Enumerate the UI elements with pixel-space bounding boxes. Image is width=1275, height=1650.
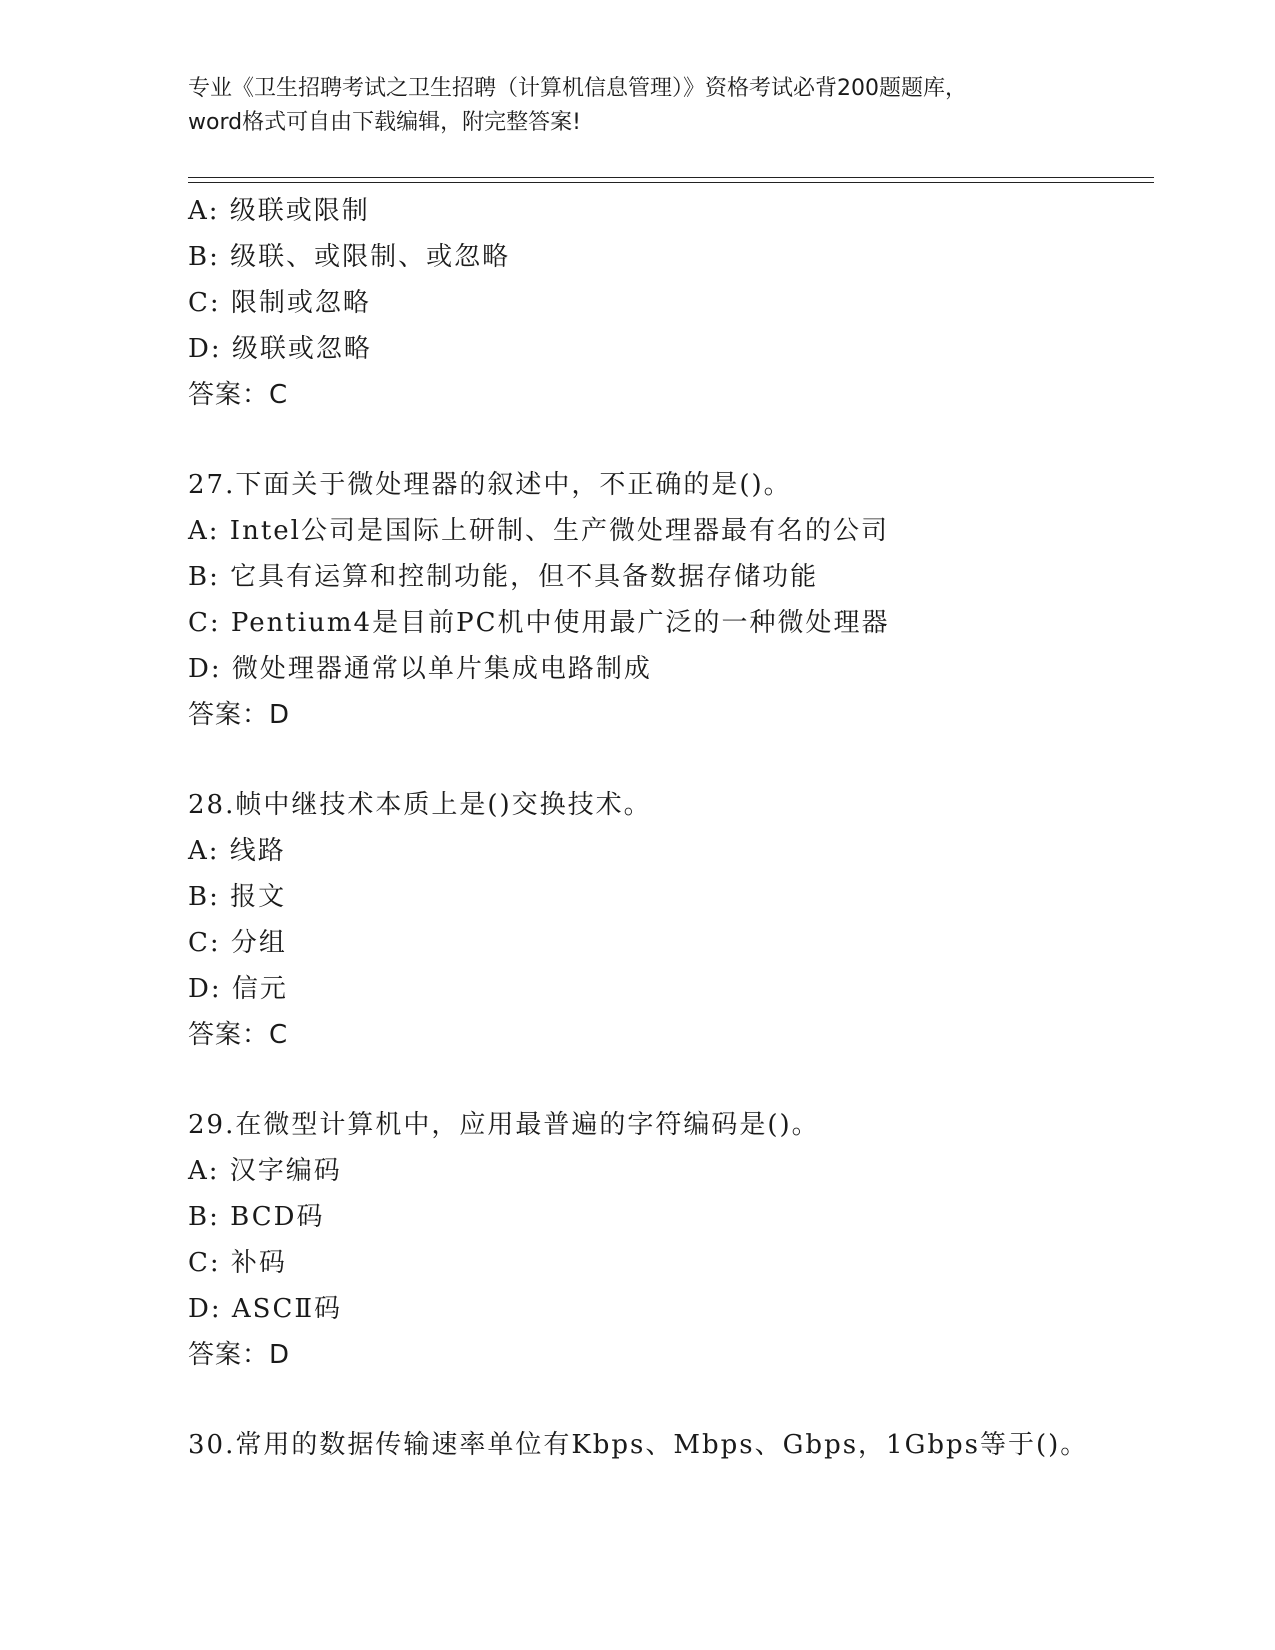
answer-line: 答案：C	[188, 380, 289, 410]
option-c: C: 限制或忽略	[188, 288, 371, 318]
option-c: C: 补码	[188, 1248, 287, 1278]
option-a: A: 汉字编码	[188, 1156, 342, 1186]
option-d: D: ASCⅡ码	[188, 1294, 343, 1324]
answer-line: 答案：D	[188, 1340, 291, 1370]
question-stem: 29.在微型计算机中，应用最普遍的字符编码是()。	[188, 1110, 820, 1140]
question-list	[188, 188, 1148, 1468]
option-b: B: 报文	[188, 882, 287, 912]
option-a: A: 级联或限制	[188, 196, 370, 226]
header-divider-top	[188, 177, 1154, 178]
option-a: A: 线路	[188, 836, 286, 866]
option-b: B: 级联、或限制、或忽略	[188, 242, 511, 272]
option-b: B: BCD码	[188, 1202, 325, 1232]
answer-line: 答案：D	[188, 700, 291, 730]
question-spacer	[188, 418, 1148, 462]
option-c: C: Pentium4是目前PC机中使用最广泛的一种微处理器	[188, 608, 890, 638]
document-header	[188, 72, 1088, 140]
question-spacer	[188, 1058, 1148, 1102]
option-d: D: 级联或忽略	[188, 334, 372, 364]
option-b: B: 它具有运算和控制功能，但不具备数据存储功能	[188, 562, 819, 592]
option-d: D: 微处理器通常以单片集成电路制成	[188, 654, 652, 684]
option-d: D: 信元	[188, 974, 288, 1004]
question-27-block	[188, 462, 1148, 738]
question-29-block	[188, 1102, 1148, 1378]
option-c: C: 分组	[188, 928, 287, 958]
option-a: A: Intel公司是国际上研制、生产微处理器最有名的公司	[188, 516, 889, 546]
question-spacer	[188, 1378, 1148, 1422]
question-26-block	[188, 188, 1148, 418]
question-stem: 28.帧中继技术本质上是()交换技术。	[188, 790, 652, 820]
question-28-block	[188, 782, 1148, 1058]
answer-line: 答案：C	[188, 1020, 289, 1050]
question-spacer	[188, 738, 1148, 782]
header-divider-bottom	[188, 182, 1154, 183]
header-title-line-2: word格式可自由下载编辑，附完整答案!	[188, 110, 581, 135]
question-30-block	[188, 1422, 1148, 1468]
header-title-line-1: 专业《卫生招聘考试之卫生招聘（计算机信息管理）》资格考试必背200题题库，	[188, 76, 967, 101]
question-stem: 30.常用的数据传输速率单位有Kbps、Mbps、Gbps，1Gbps等于()。	[188, 1430, 1089, 1460]
question-stem: 27.下面关于微处理器的叙述中，不正确的是()。	[188, 470, 792, 500]
